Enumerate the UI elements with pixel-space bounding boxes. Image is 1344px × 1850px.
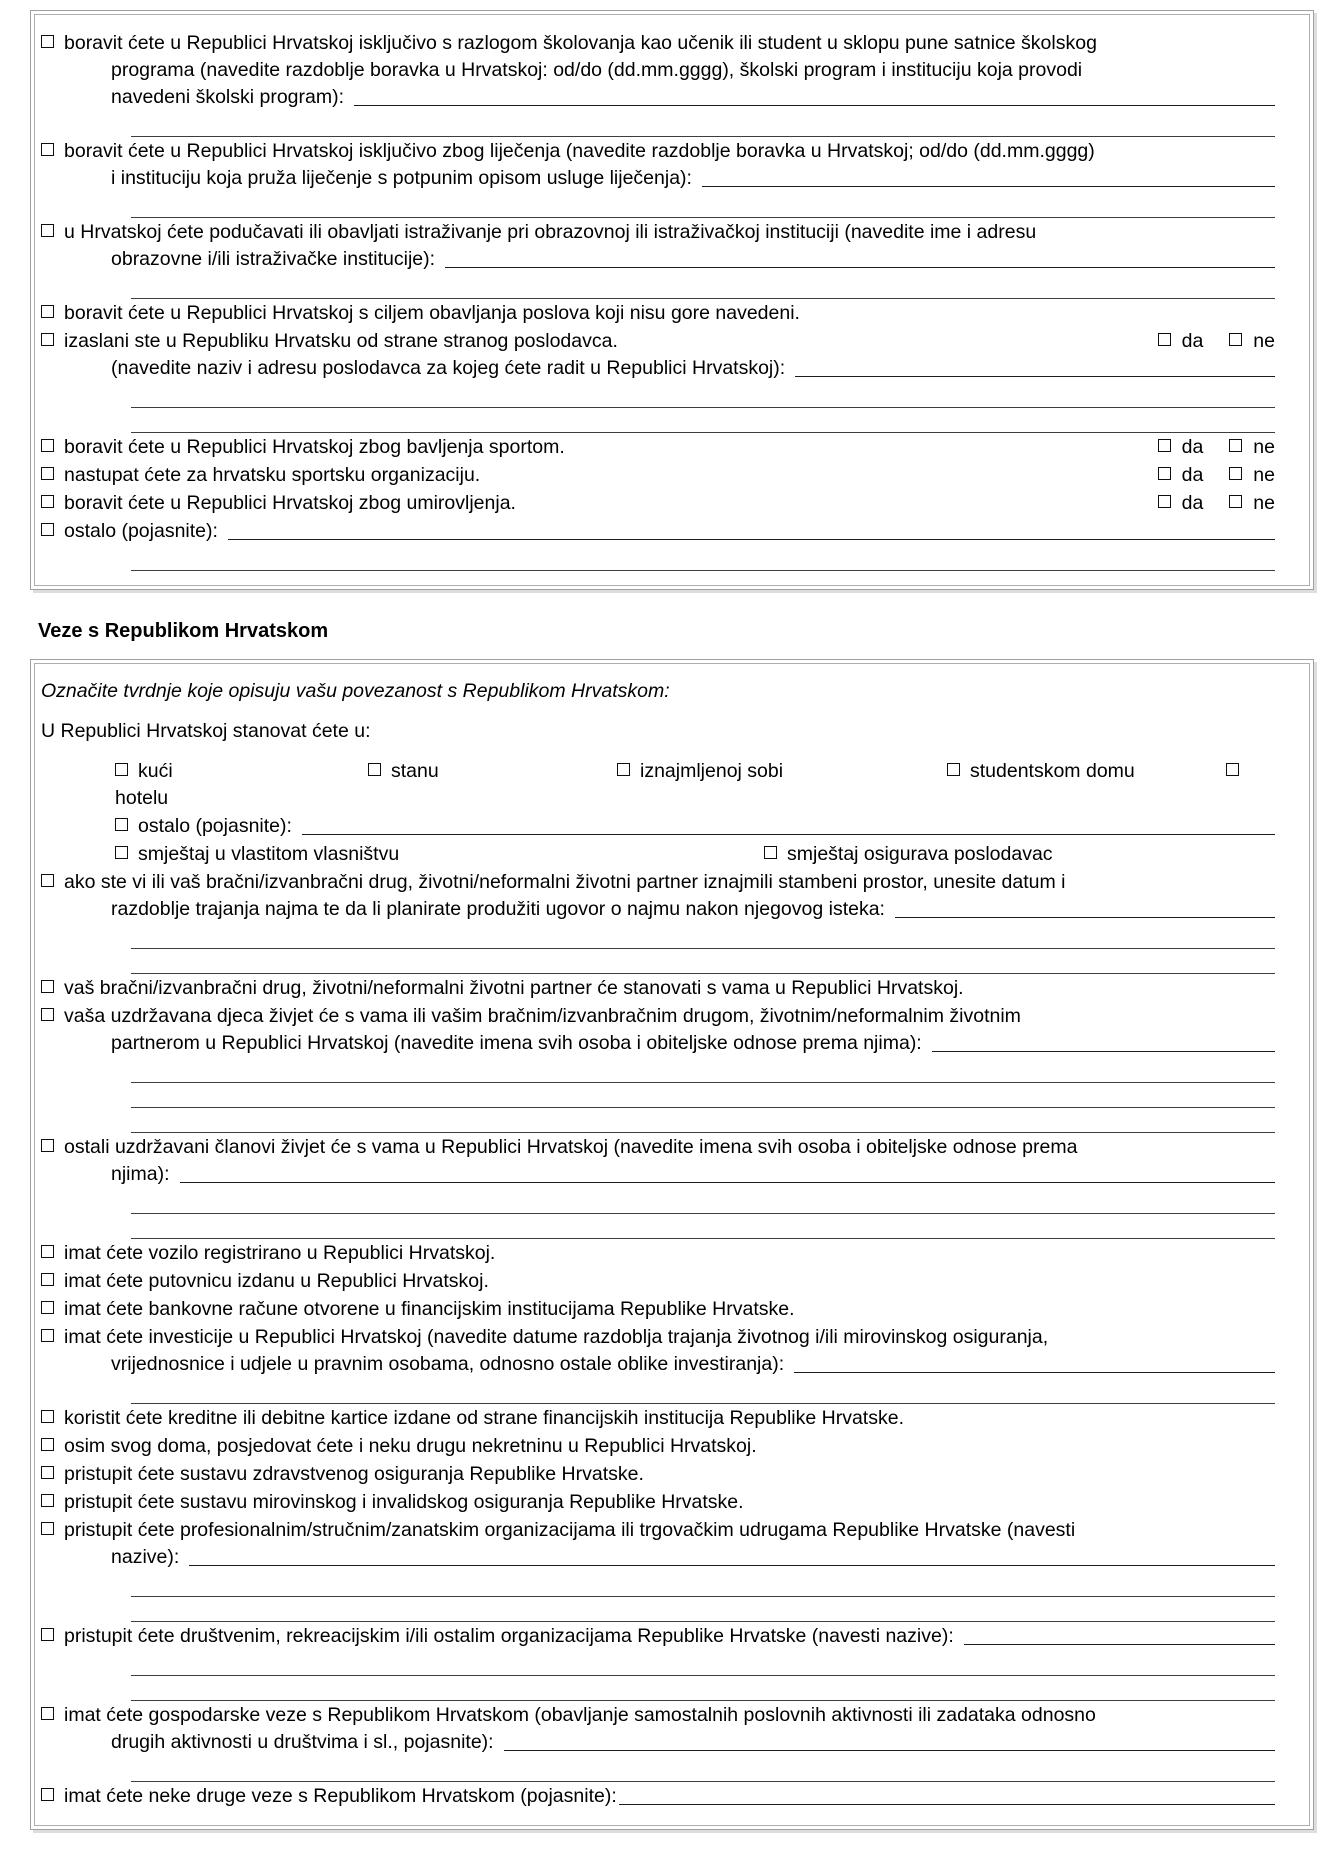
no-option — [1229, 490, 1275, 517]
item-text: imat ćete putovnicu izdanu u Republici Hrvatskoj. — [64, 1270, 489, 1292]
yes-label: da — [1181, 492, 1204, 514]
item-line — [41, 1702, 1275, 1729]
checkbox[interactable] — [41, 224, 54, 237]
form-item — [41, 490, 1275, 517]
form-item — [115, 813, 1275, 840]
checkbox[interactable] — [368, 763, 381, 776]
checkbox[interactable] — [41, 1301, 54, 1314]
answer-line[interactable] — [131, 408, 1275, 433]
yes-checkbox[interactable] — [1158, 467, 1171, 480]
checkbox[interactable] — [41, 1008, 54, 1021]
form-item — [41, 1134, 1275, 1188]
item-text: boravit ćete u Republici Hrvatskoj s ciljem obavljanja poslova koji nisu gore navedeni. — [64, 302, 800, 324]
no-option — [1229, 434, 1275, 461]
accommodation-options-row — [115, 841, 1275, 868]
checkbox[interactable] — [41, 35, 54, 48]
answer-line[interactable] — [131, 1083, 1275, 1108]
item-line — [41, 490, 1275, 517]
answer-blank[interactable] — [354, 84, 1275, 106]
option-label: stanu — [391, 760, 439, 782]
item-line — [41, 1623, 1275, 1650]
form-item — [41, 1623, 1275, 1650]
item-line — [41, 462, 1275, 489]
yes-checkbox[interactable] — [1158, 495, 1171, 508]
item-text: koristit ćete kreditne ili debitne kartice izdane od strane financijskih institucija Republike Hrvatske. — [64, 1407, 904, 1429]
yes-label: da — [1181, 330, 1204, 352]
answer-line[interactable] — [131, 1757, 1275, 1782]
instruction-text: Označite tvrdnje koje opisuju vašu povezanost s Republikom Hrvatskom: — [41, 680, 670, 702]
answer-blank[interactable] — [895, 896, 1275, 918]
item-line — [41, 869, 1275, 896]
item-line — [41, 1489, 1275, 1516]
form-item — [41, 975, 1275, 1002]
form-box-residence-purpose — [30, 10, 1314, 590]
yes-no-group — [1146, 490, 1275, 517]
form-item — [41, 434, 1275, 461]
answer-blank[interactable] — [302, 813, 1275, 835]
form-item — [41, 30, 1275, 111]
answer-line[interactable] — [131, 1189, 1275, 1214]
item-line — [41, 975, 1275, 1002]
answer-blank[interactable] — [189, 1544, 1275, 1566]
item-line — [41, 1134, 1275, 1161]
answer-blank[interactable] — [794, 1351, 1275, 1373]
housing-option — [617, 758, 947, 785]
form-box-croatia-ties — [30, 659, 1314, 1830]
form-item — [41, 1433, 1275, 1460]
form-item — [41, 1783, 1275, 1810]
answer-line[interactable] — [131, 546, 1275, 571]
item-text: imat ćete neke druge veze s Republikom Hrvatskom (pojasnite): — [64, 1785, 617, 1807]
item-text: vaš bračni/izvanbračni drug, životni/neformalni životni partner će stanovati s vama u Republici Hrvatskoj. — [64, 977, 964, 999]
checkbox[interactable] — [115, 846, 128, 859]
checkbox[interactable] — [41, 1410, 54, 1423]
yes-no-group — [1146, 434, 1275, 461]
item-text: ostali uzdržavani članovi živjet će s vama u Republici Hrvatskoj (navedite imena svih osoba i obiteljske odnose prema — [64, 1136, 1078, 1158]
form-item — [41, 1324, 1275, 1378]
checkbox[interactable] — [41, 495, 54, 508]
item-line — [41, 1161, 1275, 1188]
answer-blank[interactable] — [795, 355, 1275, 377]
item-line — [41, 1729, 1275, 1756]
item-line — [41, 165, 1275, 192]
answer-line[interactable] — [131, 1572, 1275, 1597]
item-text: navedeni školski program): — [111, 86, 345, 108]
no-label: ne — [1253, 492, 1275, 514]
option-label-wrapped: hotelu — [115, 787, 169, 809]
yes-option — [1158, 490, 1204, 517]
item-line — [41, 1030, 1275, 1057]
croatia-ties-items — [34, 663, 1310, 1826]
answer-blank[interactable] — [702, 165, 1275, 187]
yes-option — [1158, 462, 1204, 489]
checkbox[interactable] — [947, 763, 960, 776]
item-text: pristupit ćete profesionalnim/stručnim/zanatskim organizacijama ili trgovačkim udrugama Republike Hrvatske (navesti — [64, 1519, 1076, 1541]
accommodation-option — [115, 841, 764, 868]
no-checkbox[interactable] — [1229, 333, 1242, 346]
item-line — [41, 355, 1275, 382]
answer-line[interactable] — [131, 274, 1275, 299]
item-line — [41, 30, 1275, 57]
form-item — [41, 1268, 1275, 1295]
item-text: imat ćete vozilo registrirano u Republici Hrvatskoj. — [64, 1242, 496, 1264]
yes-checkbox[interactable] — [1158, 333, 1171, 346]
item-line — [41, 57, 1275, 84]
answer-line[interactable] — [131, 1058, 1275, 1083]
form-item — [41, 219, 1275, 273]
answer-line[interactable] — [131, 1651, 1275, 1676]
item-line — [41, 1461, 1275, 1488]
item-line — [41, 246, 1275, 273]
item-text: ako ste vi ili vaš bračni/izvanbračni drug, životni/neformalni životni partner iznajmili stambeni prostor, unesite datum i — [64, 871, 1066, 893]
item-line — [41, 434, 1275, 461]
item-text: nazive): — [111, 1546, 180, 1568]
housing-option — [1226, 758, 1249, 785]
checkbox[interactable] — [115, 818, 128, 831]
item-text: partnerom u Republici Hrvatskoj (navedite imena svih osoba i obiteljske odnose prema njima): — [111, 1032, 922, 1054]
no-option — [1229, 328, 1275, 355]
item-text: boravit ćete u Republici Hrvatskoj zbog umirovljenja. — [64, 492, 516, 514]
checkbox[interactable] — [1226, 763, 1239, 776]
item-text: pristupit ćete sustavu zdravstvenog osiguranja Republike Hrvatske. — [64, 1463, 644, 1485]
item-text: razdoblje trajanja najma te da li planirate produžiti ugovor o najmu nakon njegovog isteka: — [111, 898, 885, 920]
item-line — [41, 1268, 1275, 1295]
item-text: pristupit ćete društvenim, rekreacijskim i/ili ostalim organizacijama Republike Hrvatske (navesti nazive): — [64, 1625, 954, 1647]
form-item — [41, 1296, 1275, 1323]
item-line — [41, 1433, 1275, 1460]
lead-text: U Republici Hrvatskoj stanovat ćete u: — [41, 720, 371, 742]
item-text: nastupat ćete za hrvatsku sportsku organizaciju. — [64, 464, 481, 486]
section-heading: Veze s Republikom Hrvatskom — [38, 620, 329, 642]
checkbox[interactable] — [41, 305, 54, 318]
yes-checkbox[interactable] — [1158, 439, 1171, 452]
item-text: izaslani ste u Republiku Hrvatsku od strane stranog poslodavca. — [64, 330, 618, 352]
housing-options-row — [115, 758, 1275, 785]
checkbox[interactable] — [41, 1139, 54, 1152]
no-checkbox[interactable] — [1229, 467, 1242, 480]
checkbox[interactable] — [41, 439, 54, 452]
item-line — [41, 138, 1275, 165]
yes-no-group — [1146, 462, 1275, 489]
item-text: i instituciju koja pruža liječenje s potpunim opisom usluge liječenja): — [111, 167, 692, 189]
answer-line[interactable] — [131, 1379, 1275, 1404]
checkbox[interactable] — [41, 1438, 54, 1451]
item-line — [41, 896, 1275, 923]
answer-line[interactable] — [131, 949, 1275, 974]
item-line — [41, 328, 1275, 355]
form-item — [41, 462, 1275, 489]
checkbox[interactable] — [41, 467, 54, 480]
form-item — [41, 1489, 1275, 1516]
checkbox[interactable] — [41, 980, 54, 993]
no-label: ne — [1253, 436, 1275, 458]
checkbox[interactable] — [41, 1329, 54, 1342]
item-line — [41, 84, 1275, 111]
option-label: smještaj osigurava poslodavac — [787, 843, 1053, 865]
yes-option — [1158, 434, 1204, 461]
item-text: vrijednosnice i udjele u pravnim osobama, odnosno ostale oblike investiranja): — [111, 1353, 785, 1375]
answer-line[interactable] — [131, 924, 1275, 949]
item-line — [41, 1517, 1275, 1544]
form-item — [41, 328, 1275, 382]
checkbox[interactable] — [41, 1466, 54, 1479]
checkbox[interactable] — [115, 763, 128, 776]
answer-line[interactable] — [131, 383, 1275, 408]
checkbox[interactable] — [617, 763, 630, 776]
answer-line[interactable] — [131, 193, 1275, 218]
checkbox[interactable] — [41, 333, 54, 346]
item-line — [41, 1351, 1275, 1378]
item-text: boravit ćete u Republici Hrvatskoj isključivo s razlogom školovanja kao učenik ili student u sklopu pune satnice školskog — [64, 32, 1097, 54]
answer-line[interactable] — [131, 1214, 1275, 1239]
checkbox[interactable] — [41, 874, 54, 887]
answer-blank[interactable] — [932, 1030, 1275, 1052]
option-label: iznajmljenoj sobi — [640, 760, 784, 782]
item-text: boravit ćete u Republici Hrvatskoj zbog bavljenja sportom. — [64, 436, 565, 458]
form-item — [41, 869, 1275, 923]
item-text: obrazovne i/ili istraživačke institucije): — [111, 248, 436, 270]
form-item — [41, 1461, 1275, 1488]
item-text: pristupit ćete sustavu mirovinskog i invalidskog osiguranja Republike Hrvatske. — [64, 1491, 744, 1513]
item-line — [41, 1324, 1275, 1351]
checkbox[interactable] — [41, 1522, 54, 1535]
form-item — [41, 1405, 1275, 1432]
yes-no-group — [1146, 328, 1275, 355]
no-option — [1229, 462, 1275, 489]
item-text: njima): — [111, 1163, 170, 1185]
answer-blank[interactable] — [228, 518, 1275, 540]
item-line — [41, 1405, 1275, 1432]
yes-option — [1158, 328, 1204, 355]
no-checkbox[interactable] — [1229, 439, 1242, 452]
item-text: vaša uzdržavana djeca živjet će s vama ili vašim bračnim/izvanbračnim drugom, životnim/neformalnim životnim — [64, 1005, 1021, 1027]
no-label: ne — [1253, 330, 1275, 352]
checkbox[interactable] — [41, 1273, 54, 1286]
form-item — [41, 1240, 1275, 1267]
checkbox[interactable] — [41, 523, 54, 536]
residence-purpose-items — [34, 14, 1310, 586]
item-line — [41, 300, 1275, 327]
item-line — [41, 518, 1275, 545]
housing-option — [368, 758, 617, 785]
housing-option — [115, 758, 368, 785]
no-checkbox[interactable] — [1229, 495, 1242, 508]
form-item — [41, 1702, 1275, 1756]
item-line — [115, 813, 1275, 840]
option-label: smještaj u vlastitom vlasništvu — [138, 843, 400, 865]
item-text: osim svog doma, posjedovat ćete i neku drugu nekretninu u Republici Hrvatskoj. — [64, 1435, 757, 1457]
form-item — [41, 1003, 1275, 1057]
item-text: imat ćete gospodarske veze s Republikom Hrvatskom (obavljanje samostalnih poslovnih aktivnosti ili zadataka odnosno — [64, 1704, 1096, 1726]
item-text: drugih aktivnosti u društvima i sl., pojasnite): — [111, 1731, 494, 1753]
form-item — [41, 300, 1275, 327]
answer-line[interactable] — [131, 1108, 1275, 1133]
answer-blank[interactable] — [504, 1729, 1275, 1751]
option-label: studentskom domu — [970, 760, 1135, 782]
item-line — [41, 219, 1275, 246]
checkbox[interactable] — [41, 1494, 54, 1507]
item-line — [41, 1783, 1275, 1810]
answer-blank[interactable] — [445, 246, 1275, 268]
answer-line[interactable] — [131, 112, 1275, 137]
item-line — [41, 1003, 1275, 1030]
checkbox[interactable] — [764, 846, 777, 859]
checkbox[interactable] — [41, 143, 54, 156]
item-text: imat ćete bankovne račune otvorene u financijskim institucijama Republike Hrvatske. — [64, 1298, 795, 1320]
item-text: (navedite naziv i adresu poslodavca za kojeg ćete radit u Republici Hrvatskoj): — [111, 357, 786, 379]
item-line — [41, 1240, 1275, 1267]
item-text: ostalo (pojasnite): — [64, 520, 218, 542]
no-label: ne — [1253, 464, 1275, 486]
yes-label: da — [1181, 464, 1204, 486]
checkbox[interactable] — [41, 1788, 54, 1801]
housing-option — [947, 758, 1226, 785]
item-text: imat ćete investicije u Republici Hrvatskoj (navedite datume razdoblja trajanja životnog i/ili mirovinskog osiguranja, — [64, 1326, 1049, 1348]
checkbox[interactable] — [41, 1245, 54, 1258]
answer-line[interactable] — [131, 1676, 1275, 1701]
item-line — [41, 1544, 1275, 1571]
accommodation-option — [764, 841, 1053, 868]
form-item — [41, 1517, 1275, 1571]
form-item — [41, 518, 1275, 545]
answer-blank[interactable] — [180, 1161, 1275, 1183]
item-line — [41, 1296, 1275, 1323]
item-text: programa (navedite razdoblje boravka u Hrvatskoj: od/do (dd.mm.gggg), školski program i instituciju koja provodi — [111, 59, 1083, 81]
item-text: boravit ćete u Republici Hrvatskoj isključivo zbog liječenja (navedite razdoblje boravka u Hrvatskoj; od/do (dd.mm.gggg) — [64, 140, 1095, 162]
form-item — [41, 138, 1275, 192]
option-label: kući — [138, 760, 173, 782]
item-text: ostalo (pojasnite): — [138, 815, 292, 837]
answer-blank[interactable] — [964, 1623, 1275, 1645]
item-text: u Hrvatskoj ćete podučavati ili obavljati istraživanje pri obrazovnoj ili istraživačkoj instituciji (navedite ime i adresu — [64, 221, 1037, 243]
checkbox[interactable] — [41, 1628, 54, 1641]
answer-line[interactable] — [131, 1597, 1275, 1622]
checkbox[interactable] — [41, 1707, 54, 1720]
yes-label: da — [1181, 436, 1204, 458]
answer-blank[interactable] — [619, 1783, 1275, 1805]
